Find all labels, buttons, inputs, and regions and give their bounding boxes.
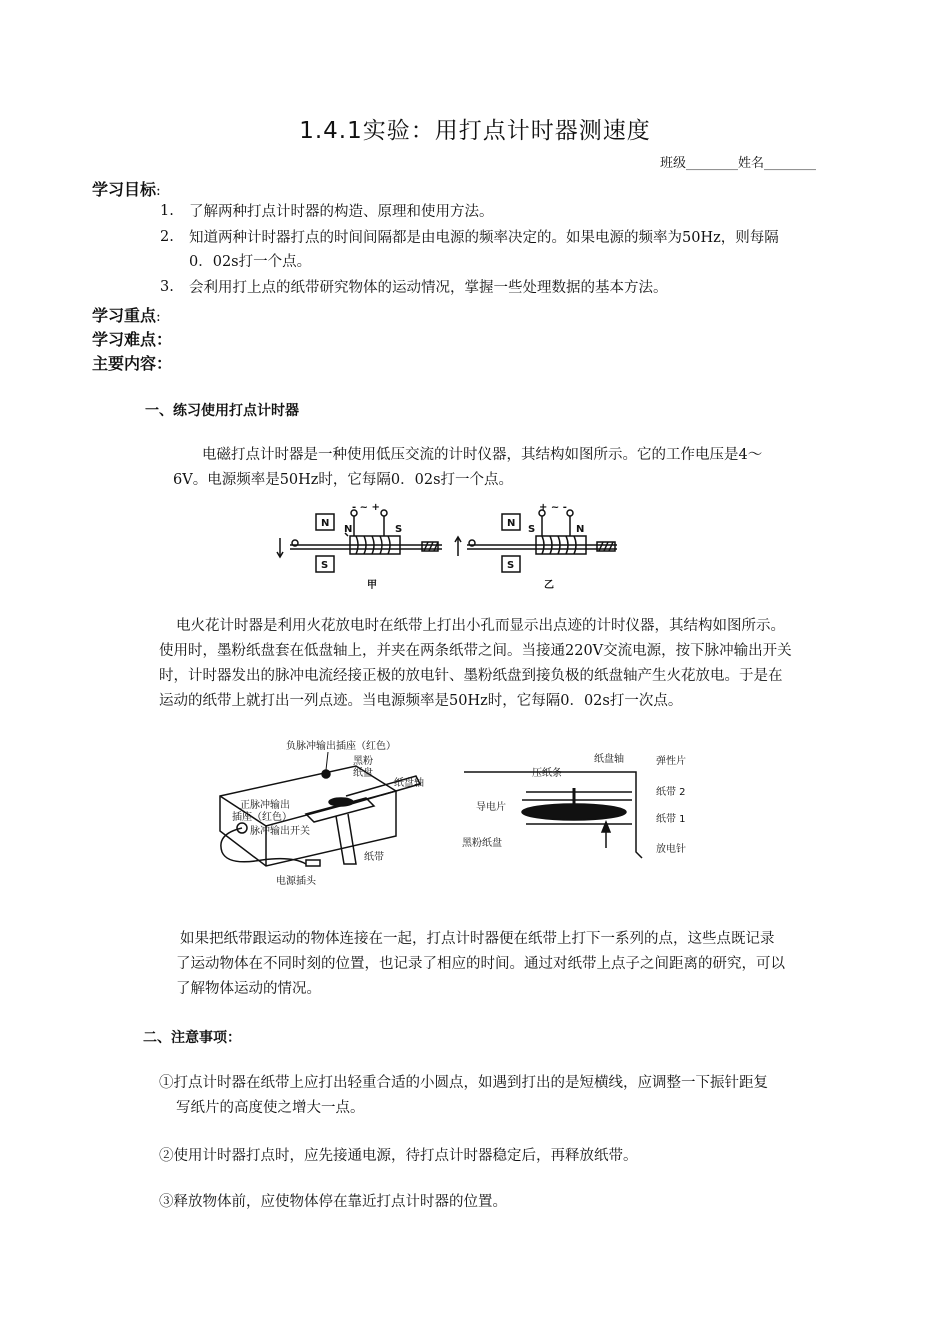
class-blank: ________ bbox=[686, 156, 739, 171]
fig2-pos-socket-2: 插座（红色） bbox=[232, 812, 292, 823]
name-blank: ________ bbox=[764, 156, 817, 171]
fig2r-shaft: 纸盘轴 bbox=[594, 754, 624, 765]
class-label: 班级 bbox=[660, 156, 687, 171]
fig1-left-ac: - ~ + bbox=[352, 502, 380, 513]
objective-2-number: 2. bbox=[160, 229, 174, 245]
fig1-right-ac: + ~ - bbox=[539, 502, 567, 513]
section1-para2-line3: 时，计时器发出的脉冲电流经接正极的放电针、墨粉纸盘到接负极的纸盘轴产生火花放电。于是在 bbox=[159, 668, 783, 684]
fig2-neg-socket: 负脉冲输出插座（红色） bbox=[286, 741, 396, 752]
fig2-pos-socket-1: 正脉冲输出 bbox=[240, 800, 290, 811]
fig2r-ink-disc: 黑粉纸盘 bbox=[462, 838, 502, 849]
fig1-right-n-coil: N bbox=[576, 524, 585, 535]
fig1-left-s-coil: S bbox=[395, 524, 403, 535]
section1-para2-line2: 使用时，墨粉纸盘套在低盘轴上，并夹在两条纸带之间。当接通220V交流电源，按下脉冲输出开关 bbox=[159, 643, 792, 659]
fig2-tape: 纸带 bbox=[364, 852, 384, 863]
note-2: ②使用计时器打点时，应先接通电源，待打点计时器稳定后，再释放纸带。 bbox=[159, 1148, 638, 1164]
section1-para1-line2: 6V。电源频率是50Hz时，它每隔0．02s打一个点。 bbox=[173, 472, 514, 488]
fig2r-press: 压纸条 bbox=[532, 768, 562, 779]
objective-1-text: 了解两种打点计时器的构造、原理和使用方法。 bbox=[189, 204, 494, 220]
fig2r-conductor: 导电片 bbox=[476, 802, 506, 813]
objective-3-number: 3. bbox=[160, 279, 174, 295]
main-content-heading: 主要内容： bbox=[92, 354, 173, 373]
section1-para1-line1: 电磁打点计时器是一种使用低压交流的计时仪器，其结构如图所示。它的工作电压是4～ bbox=[202, 447, 763, 463]
objective-1-number: 1. bbox=[160, 203, 174, 219]
objective-2-text-cont: 0．02s打一个点。 bbox=[189, 254, 312, 270]
objectives-colon: : bbox=[156, 183, 161, 199]
key-points-heading bbox=[92, 303, 161, 326]
fig2r-tape1: 纸带 1 bbox=[656, 814, 686, 825]
page-title: 1.4.1实验：用打点计时器测速度 bbox=[299, 118, 651, 144]
section1-para3-line3: 了解物体运动的情况。 bbox=[176, 981, 321, 997]
objective-2-text: 知道两种计时器打点的时间间隔都是由电源的频率决定的。如果电源的频率为50Hz，则每隔 bbox=[189, 230, 779, 246]
note-1-line1: ①打点计时器在纸带上应打出轻重合适的小圆点，如遇到打出的是短横线，应调整一下振针距复 bbox=[159, 1075, 768, 1091]
fig1-right-s-coil: S bbox=[528, 524, 536, 535]
spark-timer-figure bbox=[206, 736, 438, 888]
fig1-label-left: 甲 bbox=[367, 580, 377, 591]
fig2-switch: 脉冲输出开关 bbox=[250, 826, 310, 837]
fig1-left-n-coil: N bbox=[344, 524, 353, 535]
name-label: 姓名 bbox=[738, 156, 765, 171]
objectives-heading bbox=[92, 177, 161, 200]
section1-para2-line4: 运动的纸带上就打出一列点迹。当电源频率是50Hz时，它每隔0．02s打一次点。 bbox=[159, 693, 683, 709]
electromagnetic-timer-figure bbox=[272, 498, 622, 594]
fig2-ink-label-1: 黑粉 bbox=[353, 756, 373, 767]
fig2-plug: 电源插头 bbox=[276, 876, 316, 887]
section1-para3-line2: 了运动物体在不同时刻的位置，也记录了相应的时间。通过对纸带上点子之间距离的研究，可以 bbox=[176, 956, 785, 972]
objective-3-text: 会利用打上点的纸带研究物体的运动情况，掌握一些处理数据的基本方法。 bbox=[189, 280, 668, 296]
note-1-line2: 写纸片的高度使之增大一点。 bbox=[176, 1100, 365, 1116]
fig2-shaft: 纸盘轴 bbox=[394, 778, 424, 789]
class-name-line bbox=[660, 152, 816, 171]
fig1-left-n-top: N bbox=[321, 518, 330, 529]
fig1-right-s-bottom: S bbox=[507, 560, 515, 571]
fig1-left-s-bottom: S bbox=[321, 560, 329, 571]
spark-timer-section-figure bbox=[456, 748, 726, 884]
fig2-ink-label-2: 纸盘 bbox=[353, 768, 373, 779]
objectives-heading-text: 学习目标 bbox=[92, 180, 157, 199]
section1-para3-line1: 如果把纸带跟运动的物体连接在一起，打点计时器便在纸带上打下一系列的点，这些点既记录 bbox=[180, 931, 775, 947]
fig2r-tape2: 纸带 2 bbox=[656, 787, 686, 798]
fig1-label-right: 乙 bbox=[544, 580, 554, 591]
key-points-colon: : bbox=[156, 309, 161, 325]
key-points-heading-text: 学习重点 bbox=[92, 306, 157, 325]
section1-para2-line1: 电火花计时器是利用火花放电时在纸带上打出小孔而显示出点迹的计时仪器，其结构如图所示。 bbox=[176, 618, 785, 634]
fig2r-spring: 弹性片 bbox=[656, 756, 686, 767]
difficulties-heading: 学习难点： bbox=[92, 330, 173, 349]
note-3: ③释放物体前，应使物体停在靠近打点计时器的位置。 bbox=[159, 1194, 507, 1210]
fig1-right-n-top: N bbox=[507, 518, 516, 529]
section2-heading: 二、注意事项： bbox=[143, 1030, 241, 1046]
fig2r-needle: 放电针 bbox=[656, 844, 686, 855]
section1-heading: 一、练习使用打点计时器 bbox=[145, 403, 299, 419]
